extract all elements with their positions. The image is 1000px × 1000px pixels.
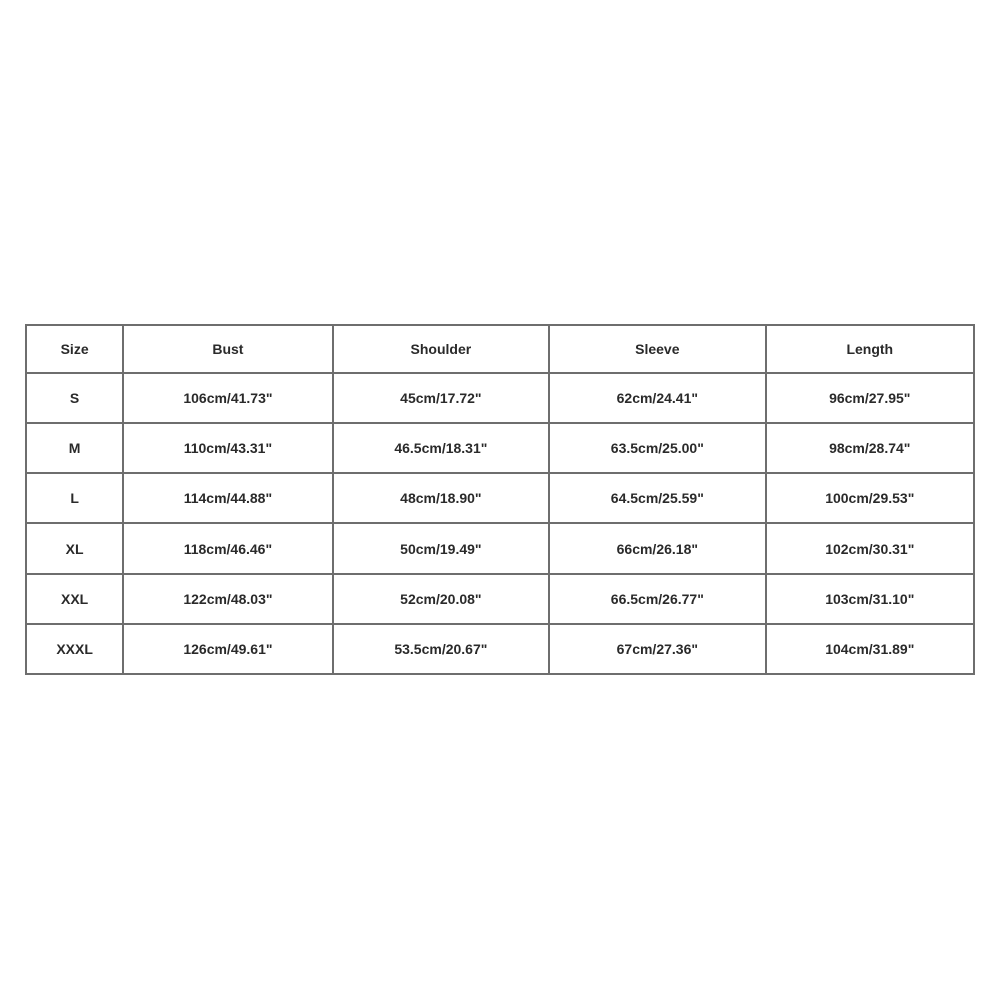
table-row xyxy=(26,523,974,573)
cell-size: XXL xyxy=(26,574,123,624)
cell-length: 102cm/30.31" xyxy=(766,523,974,573)
cell-shoulder: 52cm/20.08" xyxy=(333,574,549,624)
cell-sleeve: 66cm/26.18" xyxy=(549,523,765,573)
cell-shoulder: 45cm/17.72" xyxy=(333,373,549,423)
header-length: Length xyxy=(766,325,974,373)
header-row xyxy=(26,325,974,373)
cell-length: 103cm/31.10" xyxy=(766,574,974,624)
cell-shoulder: 53.5cm/20.67" xyxy=(333,624,549,674)
cell-sleeve: 66.5cm/26.77" xyxy=(549,574,765,624)
cell-sleeve: 67cm/27.36" xyxy=(549,624,765,674)
header-bust: Bust xyxy=(123,325,332,373)
table-row xyxy=(26,624,974,674)
cell-bust: 106cm/41.73" xyxy=(123,373,332,423)
table-row xyxy=(26,574,974,624)
cell-size: S xyxy=(26,373,123,423)
header-size: Size xyxy=(26,325,123,373)
cell-size: XXXL xyxy=(26,624,123,674)
header-shoulder: Shoulder xyxy=(333,325,549,373)
cell-size: M xyxy=(26,423,123,473)
cell-length: 98cm/28.74" xyxy=(766,423,974,473)
cell-bust: 114cm/44.88" xyxy=(123,473,332,523)
cell-shoulder: 46.5cm/18.31" xyxy=(333,423,549,473)
cell-size: L xyxy=(26,473,123,523)
cell-bust: 122cm/48.03" xyxy=(123,574,332,624)
cell-bust: 126cm/49.61" xyxy=(123,624,332,674)
cell-length: 96cm/27.95" xyxy=(766,373,974,423)
table-row xyxy=(26,473,974,523)
table-row xyxy=(26,423,974,473)
cell-bust: 110cm/43.31" xyxy=(123,423,332,473)
cell-bust: 118cm/46.46" xyxy=(123,523,332,573)
cell-length: 104cm/31.89" xyxy=(766,624,974,674)
table-row xyxy=(26,373,974,423)
cell-sleeve: 62cm/24.41" xyxy=(549,373,765,423)
header-sleeve: Sleeve xyxy=(549,325,765,373)
size-chart-table xyxy=(25,324,975,675)
cell-shoulder: 50cm/19.49" xyxy=(333,523,549,573)
cell-length: 100cm/29.53" xyxy=(766,473,974,523)
cell-size: XL xyxy=(26,523,123,573)
cell-shoulder: 48cm/18.90" xyxy=(333,473,549,523)
cell-sleeve: 64.5cm/25.59" xyxy=(549,473,765,523)
cell-sleeve: 63.5cm/25.00" xyxy=(549,423,765,473)
